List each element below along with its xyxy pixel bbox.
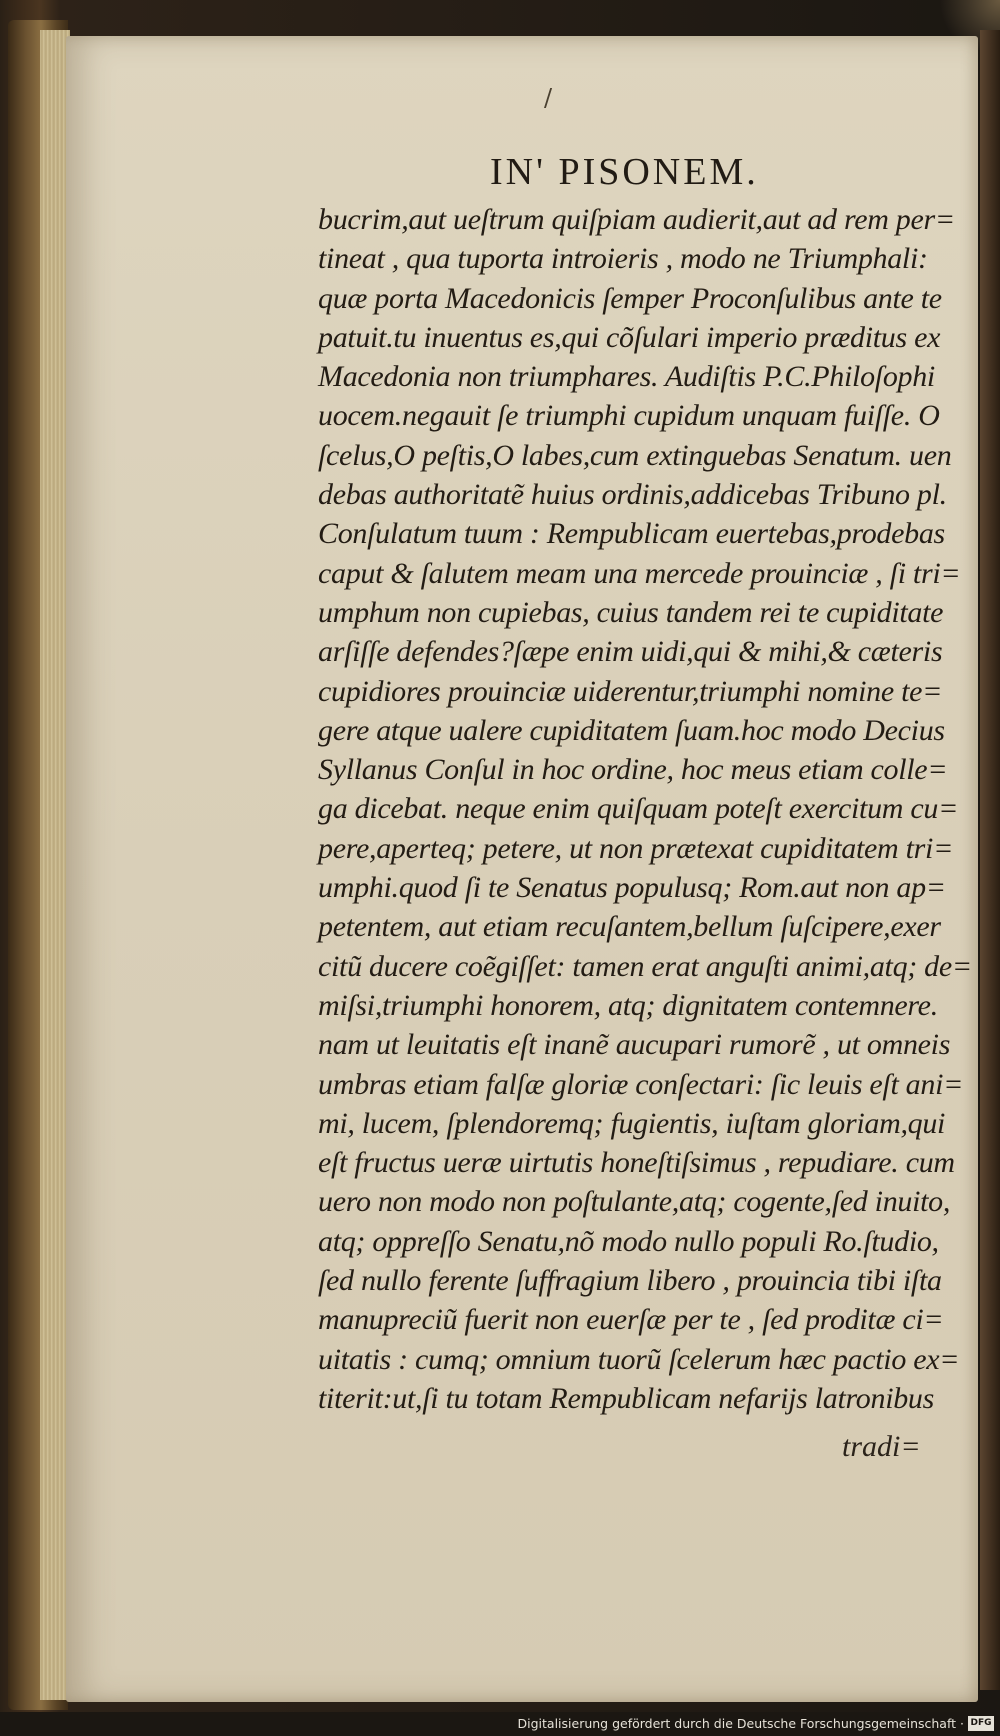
text-line: uitatis : cumq; omnium tuorũ ſcelerum hæc pactio ex=	[318, 1342, 960, 1376]
text-line: arſiſſe defendes?ſæpe enim uidi,qui & mihi,& cæteris	[318, 635, 943, 669]
text-line: umphum non cupiebas, cuius tandem rei te cupiditate	[318, 595, 944, 629]
text-line: titerit:ut,ſi tu totam Rempublicam nefarijs latronibus	[318, 1381, 934, 1415]
text-line: petentem, aut etiam recuſantem,bellum ſuſcipere,exer	[318, 910, 941, 944]
page-mark: /	[544, 84, 553, 112]
text-line: nam ut leuitatis eſt inanẽ aucupari rumorẽ , ut omneis	[318, 1028, 951, 1062]
text-line: pere,aperteq; petere, ut non prætexat cupiditatem tri=	[318, 831, 954, 865]
text-line: eſt fructus ueræ uirtutis honeſtiſsimus , repudiare. cum	[318, 1146, 955, 1180]
text-line: ſed nullo ferente ſuffragium libero , prouincia tibi iſta	[318, 1264, 942, 1298]
text-line: gere atque ualere cupiditatem ſuam.hoc modo Decius	[318, 713, 945, 747]
text-line: umbras etiam falſæ gloriæ conſectari: ſic leuis eſt ani=	[318, 1067, 964, 1101]
text-line: caput & ſalutem meam una mercede prouinciæ , ſi tri=	[318, 556, 961, 590]
text-line: bucrim,aut ueſtrum quiſpiam audierit,aut ad rem per=	[318, 203, 955, 236]
text-line: manupreciũ fuerit non euerſæ per te , ſed proditæ ci=	[318, 1303, 944, 1337]
body-text	[318, 200, 972, 1418]
text-line: uero non modo non poſtulante,atq; cogente,ſed inuito,	[318, 1185, 951, 1219]
text-line: citũ ducere coẽgiſſet: tamen erat anguſti animi,atq; de=	[318, 949, 972, 983]
footer-attribution: Digitalisierung gefördert durch die Deutsche Forschungsgemeinschaft ·	[517, 1716, 964, 1731]
text-line: debas authoritatẽ huius ordinis,addicebas Tribuno pl.	[318, 478, 947, 512]
text-line: tineat , qua tuporta introieris , modo ne Triumphali:	[318, 242, 928, 276]
text-line: ga dicebat. neque enim quiſquam poteſt exercitum cu=	[318, 792, 959, 826]
text-line: Conſulatum tuum : Rempublicam euertebas,prodebas	[318, 517, 945, 551]
text-line: atq; oppreſſo Senatu,nõ modo nullo populi Ro.ſtudio,	[318, 1224, 939, 1258]
text-line: Macedonia non triumphares. Audiſtis P.C.Philoſophi	[318, 360, 935, 394]
text-line: quæ porta Macedonicis ſemper Proconſulibus ante te	[318, 281, 942, 315]
text-line: umphi.quod ſi te Senatus populusq; Rom.aut non ap=	[318, 871, 946, 905]
text-line: mi, lucem, ſplendoremq; fugientis, iuſtam gloriam,qui	[318, 1106, 946, 1140]
text-line: Syllanus Conſul in hoc ordine, hoc meus etiam colle=	[318, 753, 948, 787]
text-line: ſcelus,O peſtis,O labes,cum extinguebas Senatum. uen	[318, 438, 952, 472]
catchword: tradi=	[842, 1430, 921, 1463]
text-line: miſsi,triumphi honorem, atq; dignitatem contemnere.	[318, 988, 938, 1022]
text-line: patuit.tu inuentus es,qui cõſulari imperio præditus ex	[318, 320, 941, 354]
dfg-logo: DFG	[968, 1716, 994, 1731]
text-line: cupidiores prouinciæ uiderentur,triumphi nomine te=	[318, 674, 943, 708]
running-head: IN' PISONEM.	[490, 151, 759, 193]
book-right-edge	[980, 30, 1000, 1690]
text-line: uocem.negauit ſe triumphi cupidum unquam fuiſſe. O	[318, 399, 940, 433]
